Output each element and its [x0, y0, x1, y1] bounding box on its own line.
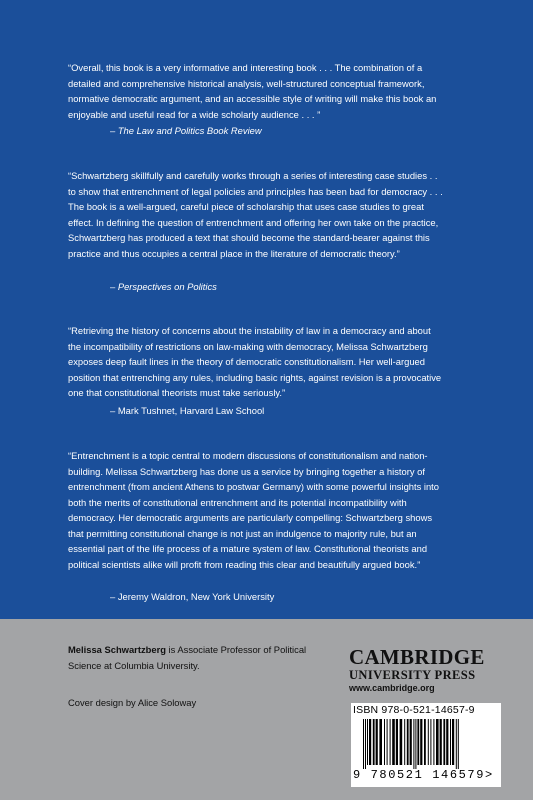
barcode-bars-icon	[363, 719, 489, 769]
quote-4-attribution	[110, 589, 274, 605]
author-name: Melissa Schwartzberg	[68, 644, 166, 655]
quote-4-text: “Entrenchment is a topic central to modern discussions of constitutionalism and nation- building. Melissa Schwartzberg has done us a service by bringing together a history of entrenchment (from ancient Athens to postwar Germany) with some powerful insights into both the merits of constitutional entrenchment and its potential incompatibility with democracy. Her democratic arguments are particularly compelling: Schwartzberg shows that permitting constitutional change is not just an indulgence to majority rule, but an essential part of the life process of a mature system of law. Constitutional theorists and political scientists alike will profit from reading this clear and beautifully argued book.”	[68, 450, 440, 570]
barcode-digits	[353, 768, 499, 782]
quote-3-attribution	[110, 403, 264, 419]
attribution-dash: –	[110, 125, 118, 136]
quote-1-attribution	[110, 123, 262, 139]
isbn-barcode	[351, 703, 501, 787]
quote-3-text: “Retrieving the history of concerns about the instability of law in a democracy and about the incompatibility of restrictions on law-making with democracy, Melissa Schwartzberg exposes deep fault lines in the theory of democratic constitutionalism. Her well-argued position that entrenching any rules, including basic rights, against revision is a provocative one that constitutional theorists must take seriously.”	[68, 325, 442, 398]
quote-1-text: “Overall, this book is a very informative and interesting book . . . The combination of a detailed and comprehensive historical analysis, well-structured conceptual framework, normative democratic argument, and an accessible style of writing will make this book an enjoyable and useful read for a wide scholarly audience . . . ”	[68, 62, 437, 120]
publisher-name: CAMBRIDGE	[349, 645, 485, 669]
author-bio	[68, 642, 338, 673]
publisher-url: www.cambridge.org	[349, 683, 435, 693]
author-bio-text: is Associate Professor of Political Science at Columbia University.	[68, 644, 307, 671]
isbn-number: ISBN 978-0-521-14657-9	[353, 704, 475, 716]
barcode-digits-text: 9 780521 146579	[353, 768, 486, 782]
attribution-source: Perspectives on Politics	[117, 281, 217, 292]
publisher-logo	[349, 646, 499, 694]
attribution-dash: –	[110, 405, 118, 416]
attribution-source: Jeremy Waldron, New York University	[117, 591, 275, 602]
info-panel	[0, 619, 533, 800]
attribution-dash: –	[110, 281, 118, 292]
cover-design-credit: Cover design by Alice Soloway	[68, 697, 197, 708]
quote-2-attribution	[110, 279, 217, 295]
quote-2-text: “Schwartzberg skillfully and carefully works through a series of interesting case studies . . to show that entrenchment of legal policies and principles has been bad for democracy . . . The book is a well-argued, careful piece of scholarship that uses case studies to great effect. In defining the question of entrenchment and offering her own take on the practice, Schwartzberg has produced a text that should become the standard-bearer against this practice and thus occupies a central place in the literature of democratic theory.”	[68, 170, 443, 259]
attribution-dash: –	[110, 591, 118, 602]
barcode-digits-tail: >	[485, 768, 494, 782]
attribution-source: The Law and Politics Book Review	[117, 125, 262, 136]
publisher-press: UNIVERSITY PRESS	[349, 668, 476, 682]
attribution-source: Mark Tushnet, Harvard Law School	[117, 405, 265, 416]
